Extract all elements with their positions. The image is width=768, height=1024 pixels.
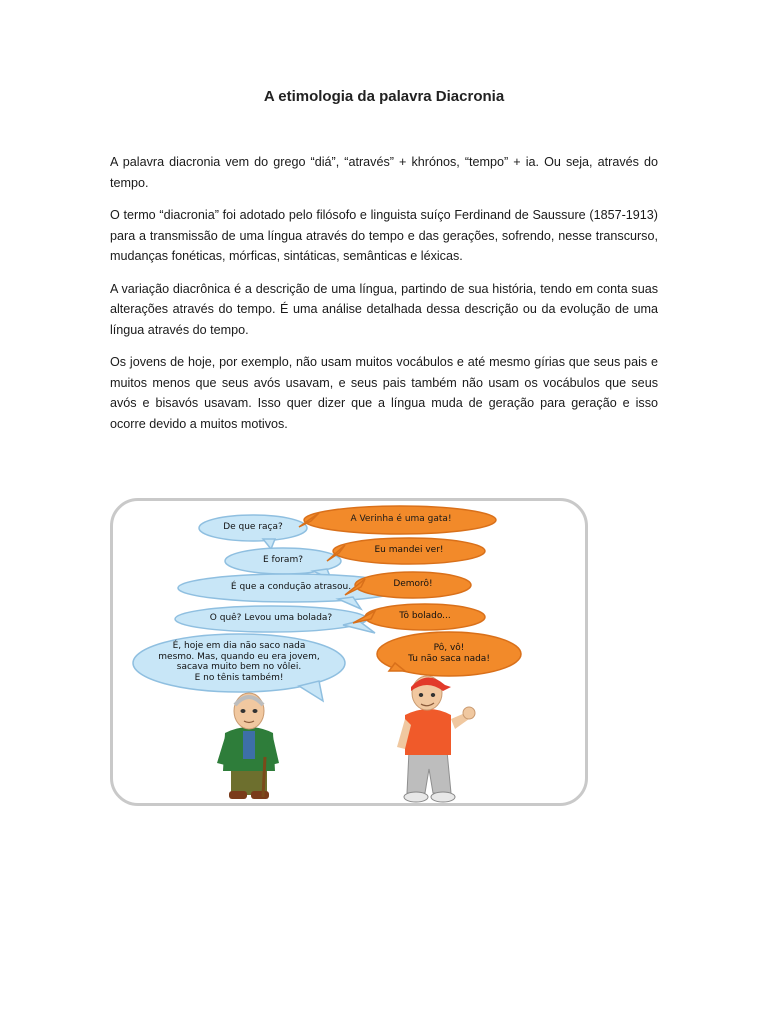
young-bubble-5-text xyxy=(381,643,517,664)
paragraph-4: Os jovens de hoje, por exemplo, não usam muitos vocábulos e até mesmo gírias que seus pais e muitos menos que seus avós usavam, e seus pais também não usam os vocábulos que seus avós e bisavós usavam. Isso quer dizer que a língua muda de geração para geração e isso ocorre devido a muitos motivos. xyxy=(110,355,658,431)
old-man-bubble-5-line-2: mesmo. Mas, quando eu era jovem, xyxy=(158,651,320,662)
young-bubble-3-text: Demorô! xyxy=(393,579,433,589)
old-man-bubble-5-line-4: E no tênis também! xyxy=(194,672,284,683)
young-bubble-4-text: Tô bolado... xyxy=(399,611,451,621)
old-man-bubble-1-text: De que raça? xyxy=(223,522,283,532)
page-title: A etimologia da palavra Diacronia xyxy=(263,88,505,105)
young-bubble-1-text: A Verinha é uma gata! xyxy=(350,514,452,524)
young-bubble-5-line-2: Tu não saca nada! xyxy=(408,653,490,664)
paragraph-2: O termo “diacronia” foi adotado pelo filósofo e linguista suíço Ferdinand de Saussure (1857-1913) para a transmissão de uma língua através do tempo e das gerações, sofrendo, nesse transcurso, mudanças fonéticas, mórficas, sintáticas, semânticas e léxicas. xyxy=(110,208,658,263)
old-man-bubble-4-text: O quê? Levou uma bolada? xyxy=(209,613,333,623)
paragraph-3: A variação diacrônica é a descrição de uma língua, partindo de sua história, tendo em conta suas alterações através do tempo. É uma análise detalhada dessa descrição ou da evolução de uma língua através do tempo. xyxy=(110,281,658,337)
old-man-bubble-5-line-1: É, hoje em dia não saco nada xyxy=(172,641,306,651)
old-man-bubble-5-line-3: sacava muito bem no vôlei. xyxy=(176,662,302,672)
young-bubble-2-text: Eu mandei ver! xyxy=(374,545,444,555)
paragraph-1: A palavra diacronia vem do grego “diá”, “através” + khrónos, “tempo” + ia. Ou seja, através do tempo. xyxy=(110,155,658,190)
old-man-bubble-5-text xyxy=(139,641,339,683)
old-man-figure xyxy=(217,693,279,799)
young-bubble-5-line-1: Pô, vô! xyxy=(433,643,465,653)
comic-illustration xyxy=(110,498,588,806)
body-text xyxy=(110,152,658,446)
old-man-bubble-2-text: E foram? xyxy=(263,555,303,565)
young-man-figure xyxy=(397,676,475,802)
old-man-bubble-3-text: É que a condução atrasou. xyxy=(230,582,352,592)
